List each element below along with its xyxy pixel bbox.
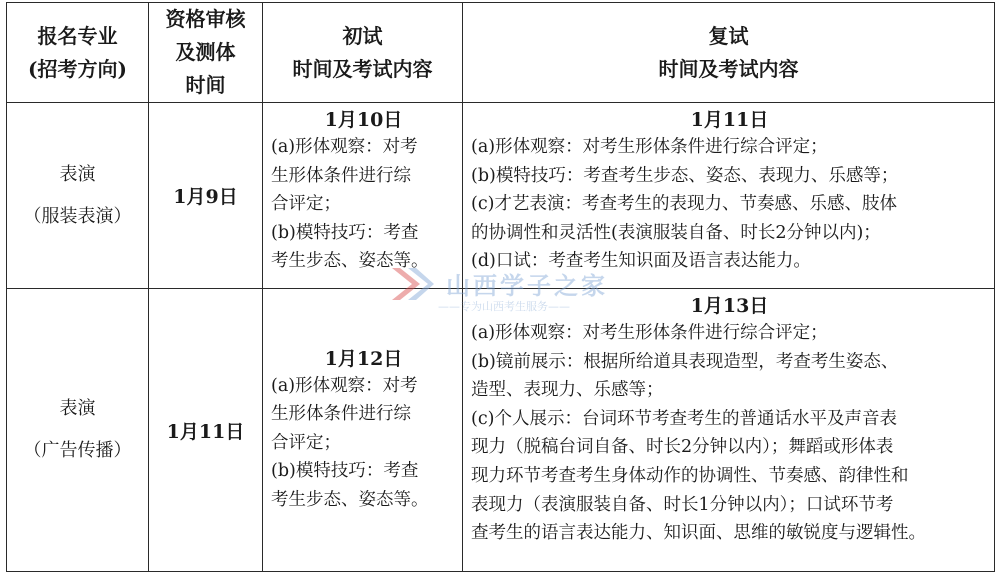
major-cell — [7, 103, 149, 289]
first-round-line: 生形体条件进行综 — [271, 165, 411, 186]
second-round-line: (a)形体观察：对考生形体条件进行综合评定； — [471, 323, 828, 343]
first-round-line: (a)形体观察：对考 — [271, 375, 418, 396]
major-name: 表演 — [59, 163, 96, 185]
header-review-line1: 资格审核 — [165, 7, 246, 31]
table-row — [7, 103, 995, 289]
first-round-line: (a)形体观察：对考 — [271, 137, 418, 157]
exam-schedule-table — [6, 2, 995, 572]
header-second-line2: 时间及考试内容 — [658, 56, 799, 81]
first-round-date: 1月12日 — [324, 347, 403, 370]
major-cell — [7, 289, 149, 572]
first-round-date: 1月10日 — [324, 109, 403, 131]
second-round-line: 表现力（表演服装自备、时长1分钟以内）；口试环节考 — [471, 494, 894, 515]
first-round-line: 生形体条件进行综 — [271, 404, 411, 425]
first-round-line: (b)模特技巧：考查 — [271, 461, 419, 482]
first-round-line: 合评定； — [271, 432, 341, 453]
second-round-line: (a)形体观察：对考生形体条件进行综合评定； — [471, 137, 828, 157]
header-first-line2: 时间及考试内容 — [292, 56, 433, 81]
second-round-line: 现力（脱稿台词自备、时长2分钟以内）；舞蹈或形体表 — [471, 437, 894, 458]
header-second-round — [463, 3, 995, 103]
header-first-round — [263, 3, 463, 103]
watermark-subtitle: ——专为山西考生服务—— — [438, 300, 570, 313]
second-round-line: (b)模特技巧：考查考生步态、姿态、表现力、乐感等； — [471, 165, 899, 186]
second-round-line: 查考生的语言表达能力、知识面、思维的敏锐度与逻辑性。 — [471, 523, 926, 544]
second-round-line: (c)个人展示：台词环节考查考生的普通话水平及声音表 — [471, 408, 897, 429]
major-name: 表演 — [59, 398, 96, 419]
first-round-line: (b)模特技巧：考查 — [271, 222, 419, 243]
major-direction: （广告传播） — [23, 440, 132, 461]
watermark-title: 山西学子之家 — [446, 272, 608, 300]
header-row — [7, 3, 995, 103]
second-round-line: 现力环节考查考生身体动作的协调性、节奏感、韵律性和 — [471, 465, 909, 486]
second-round-cell — [463, 103, 995, 289]
second-round-line: 的协调性和灵活性(表演服装自备、时长2分钟以内)； — [471, 222, 881, 243]
review-date: 1月9日 — [149, 103, 263, 289]
major-direction: （服装表演） — [23, 205, 132, 227]
header-review-line3: 时间 — [185, 73, 226, 97]
first-round-line: 合评定； — [271, 194, 341, 215]
header-major — [7, 3, 149, 103]
second-round-date: 1月11日 — [690, 109, 769, 131]
header-second-line1: 复试 — [708, 23, 749, 48]
second-round-line: (c)才艺表演：考查考生的表现力、节奏感、乐感、肢体 — [471, 194, 897, 215]
second-round-line: (d)口试：考查考生知识面及语言表达能力。 — [471, 251, 811, 272]
table-row — [7, 289, 995, 572]
first-round-cell — [263, 103, 463, 289]
header-major-line2: (招考方向) — [28, 56, 127, 81]
second-round-date: 1月13日 — [690, 295, 769, 317]
header-review — [149, 3, 263, 103]
second-round-cell — [463, 289, 995, 572]
first-round-line: 考生步态、姿态等。 — [271, 489, 429, 510]
header-first-line1: 初试 — [342, 23, 383, 48]
header-major-line1: 报名专业 — [37, 23, 118, 48]
second-round-line: (b)镜前展示：根据所给道具表现造型，考查考生姿态、 — [471, 351, 899, 372]
second-round-line: 造型、表现力、乐感等； — [471, 380, 664, 401]
first-round-line: 考生步态、姿态等。 — [271, 251, 429, 272]
review-date: 1月11日 — [149, 289, 263, 572]
header-review-line2: 及测体 — [175, 40, 236, 64]
first-round-cell — [263, 289, 463, 572]
